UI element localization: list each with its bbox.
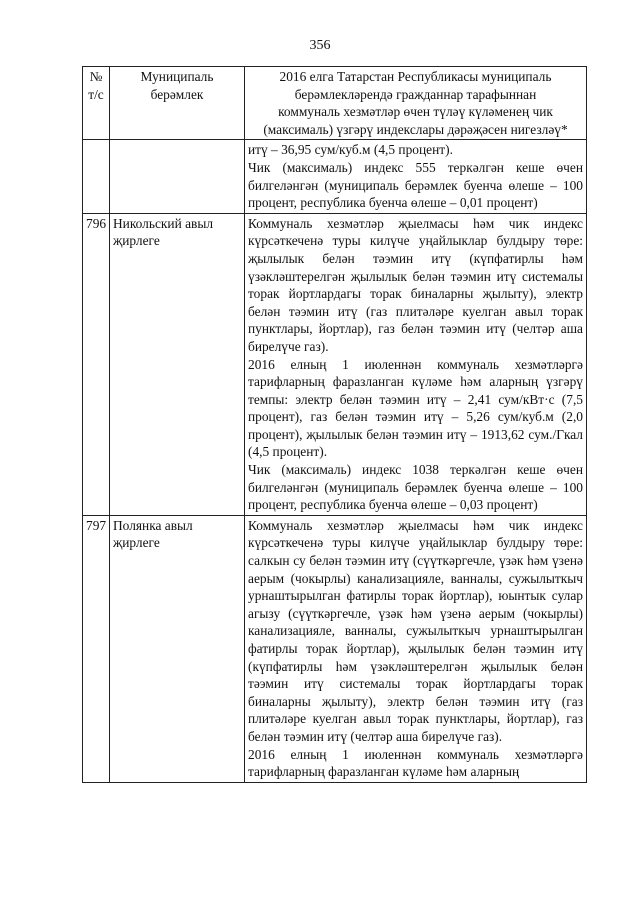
- header-description: [245, 67, 587, 140]
- header-description-line: (максималь) үзгәрү индекслары дәрәҗәсен нигезләү*: [263, 121, 568, 137]
- description-paragraph: Коммуналь хезмәтләр җыелмасы һәм чик индекс күрсәткеченә туры килүче уңайлыклар булдыру төре: салкын су белән тәэмин итү (сүүткәргечле, үзәк һәм үзенә аерым (чокырлы) канализацияле, ванналы, сужылыткыч урнаштырылган фатирлы торак йортлар), юынтык сулар агызу (сүүткәргечле, үзәк һәм үзенә аерым (чокырлы) канализацияле, ванналы, сужылыткыч урнаштырылган фатирлы торак йортлар), җылылык белән тәэмин итү (күпфатирлы һәм үзәкләштерелгән җылылык белән тәэмин итү системалы торак йортлардагы торак биналарны җылыту), электр белән тәэмин итү (газ плитәләре куелган авыл торак пунктлары, йортлар), газ белән тәэмин итү (челтәр аша бирелүче газ).: [248, 517, 583, 744]
- header-number-line: т/с: [88, 86, 104, 102]
- header-municipality-line: Муниципаль: [140, 69, 214, 84]
- header-description-line: коммуналь хезмәтләр өчен түләү күләменең чик: [278, 104, 553, 120]
- row-municipality: Полянка авыл җирлеге: [110, 515, 245, 782]
- description-paragraph: 2016 елның 1 июленнән коммуналь хезмәтләргә тарифларның фаразланган күләме һәм аларның үзгәрү темпы: электр белән тәэмин итү – 2,41 сум/кВт·с (7,5 процент), газ белән тәэмин итү – 5,26 сум/куб.м (2,0 процент), җылылык белән тәэмин итү – 1913,62 сум./Гкал (4,5 процент).: [248, 356, 583, 460]
- table-row: [83, 140, 587, 213]
- description-paragraph: итү – 36,95 сум/куб.м (4,5 процент).: [248, 142, 453, 158]
- tariff-table: [82, 66, 587, 783]
- description-paragraph: 2016 елның 1 июленнән коммуналь хезмәтләргә тарифларның фаразланган күләме һәм аларның: [248, 746, 583, 780]
- header-description-line: берәмлекләрендә гражданнар тарафыннан: [294, 86, 537, 102]
- description-paragraph: Чик (максималь) индекс 1038 теркәлгән кеше өчен билгеләнгән (муниципаль берәмлек буенча өлеше – 100 процент, республика буенча өлеше – 0,03 процент): [248, 462, 583, 513]
- row-description: [245, 515, 587, 782]
- page-number: 356: [309, 38, 331, 53]
- row-description: [245, 213, 587, 515]
- row-number: 796: [83, 213, 110, 515]
- header-municipality-line: берәмлек: [150, 86, 204, 102]
- row-description: [245, 140, 587, 213]
- header-description-line: 2016 елга Татарстан Республикасы муниципаль: [279, 69, 552, 84]
- row-municipality: Никольский авыл җирлеге: [110, 213, 245, 515]
- header-number-line: №: [89, 69, 103, 84]
- header-municipality: [110, 67, 245, 140]
- table-row: [83, 515, 587, 782]
- header-number: [83, 67, 110, 140]
- description-paragraph: Коммуналь хезмәтләр җыелмасы һәм чик индекс күрсәткеченә туры килүче уңайлыклар булдыру төре: җылылык белән тәэмин итү (күпфатирлы һәм үзәкләштерелгән җылылык белән тәэмин итү системалы торак йортлардагы торак биналарны җылыту), электр белән тәэмин итү (газ плитәләре куелган авыл торак пунктлары, йортлар), газ белән тәэмин итү (челтәр аша бирелүче газ).: [248, 215, 583, 354]
- table-row: [83, 213, 587, 515]
- row-number: 797: [83, 515, 110, 782]
- description-paragraph: Чик (максималь) индекс 555 теркәлгән кеше өчен билгеләнгән (муниципаль берәмлек буенча өлеше – 100 процент, республика буенча өлеше – 0,01 процент): [248, 159, 583, 211]
- row-municipality: [110, 140, 245, 213]
- table-header-row: [83, 67, 587, 140]
- row-number: [83, 140, 110, 213]
